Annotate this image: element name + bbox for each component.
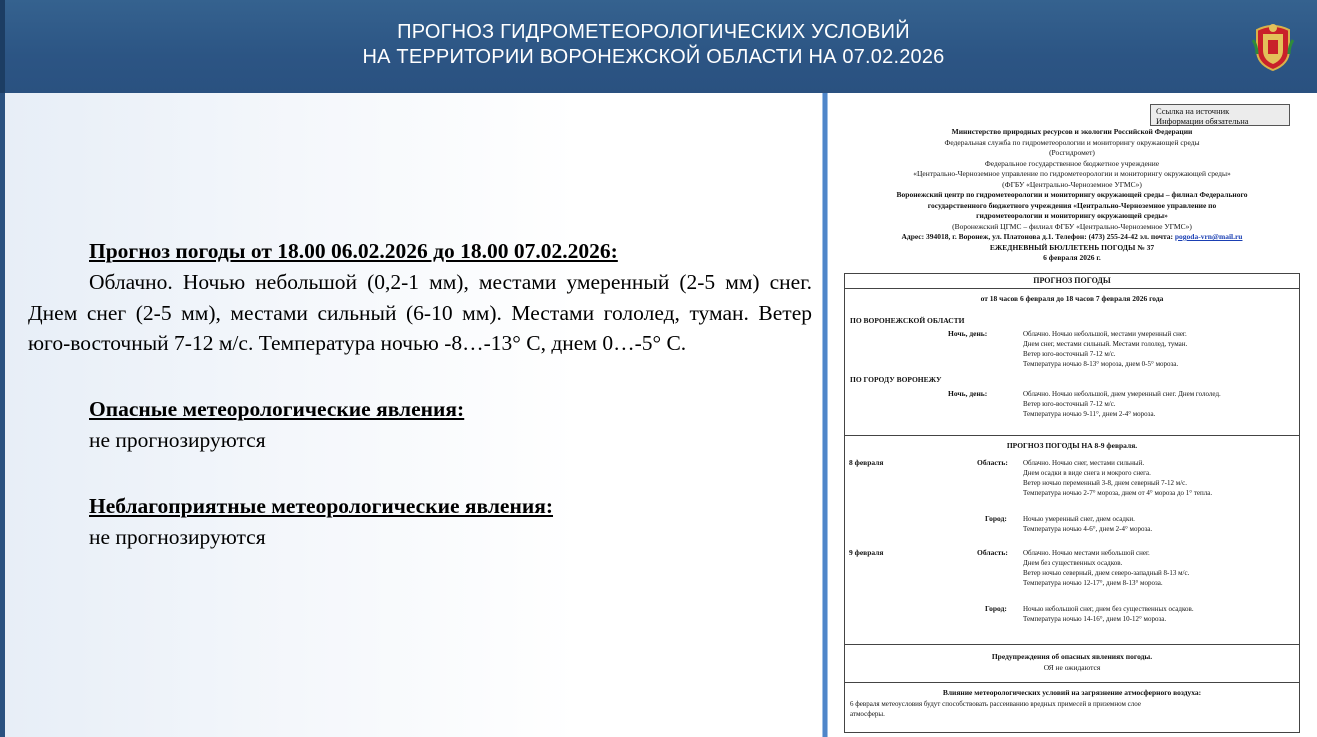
forecast-8-9-title: ПРОГНОЗ ПОГОДЫ НА 8-9 февраля. [1006,441,1138,450]
night-day-label: Ночь, день: [948,389,988,398]
city-forecast [1023,389,1221,419]
forecast-content [28,236,812,553]
feb9-label: 9 февраля [849,548,884,557]
forecast-line: Днем без существенных осадков. [1023,559,1123,567]
city-line: Облачно. Ночью небольшой, днем умеренный снег. Днем гололед. [1023,390,1221,398]
source-link-box [1150,104,1290,126]
adverse-title: Неблагоприятные метеорологические явления: [89,493,554,518]
feb8-label: 8 февраля [849,458,884,467]
org-line: Министерство природных ресурсов и экологии Российской Федерации [951,127,1193,136]
region-line: Температура ночью 8-13° мороза, днем 0-5° мороза. [1023,360,1179,368]
address-line [842,232,1302,243]
forecast-line: Ночью небольшой снег, днем без существенных осадков. [1023,605,1194,613]
org-line: Воронежский центр по гидрометеорологии и мониторингу окружающей среды – филиал Федерального [896,190,1248,199]
bulletin-number: ЕЖЕДНЕВНЫЙ БЮЛЛЕТЕНЬ ПОГОДЫ № 37 [989,242,1155,252]
city-label: ПО ГОРОДУ ВОРОНЕЖУ [850,375,942,384]
forecast-line: Температура ночью 4-6°, днем 2-4° мороза. [1023,525,1153,533]
org-line: (ФГБУ «Центрально-Черноземное УГМС») [1002,179,1142,189]
adverse-text: не прогнозируются [89,524,266,549]
org-line: «Центрально-Черноземное управление по гидрометеорологии и мониторингу окружающей среды» [913,169,1231,178]
forecast-title: Прогноз погоды от 18.00 06.02.2026 до 18.00 07.02.2026: [89,239,618,263]
forecast-box-8-9 [844,436,1300,645]
forecast-line: Облачно. Ночью снег, местами сильный. [1023,459,1145,467]
bulletin-date: 6 февраля 2026 г. [1043,253,1101,262]
org-line: Федеральное государственное бюджетное учреждение [984,158,1160,168]
forecast-line: Температура ночью 14-16°, днем 10-12° мороза. [1023,615,1167,623]
org-line: (Росгидромет) [1049,148,1095,157]
dangerous-title: Опасные метеорологические явления: [89,396,465,421]
bulletin-header [842,127,1302,264]
feb9-city-forecast [1023,604,1194,624]
night-day-label: Ночь, день: [948,329,988,338]
page-title [5,20,1317,70]
air-quality-text-1: 6 февраля метеоусловия будут способствовать рассеиванию вредных примесей в приземном слое [850,700,1141,708]
forecast-line: Облачно. Ночью местами небольшой снег. [1023,549,1150,557]
air-quality-text-2: атмосферы. [850,710,885,718]
address-text: Адрес: 394018, г. Воронеж, ул. Платонова д.1. Телефон: (473) 255-24-42 эл. почта: [901,232,1173,241]
city-line: Температура ночью 9-11°, днем 2-4° мороза. [1023,410,1156,418]
region-label: ПО ВОРОНЕЖСКОЙ ОБЛАСТИ [850,316,965,325]
forecast-box-heading: ПРОГНОЗ ПОГОДЫ [1033,276,1111,285]
dangerous-text: не прогнозируются [89,427,266,452]
org-line: (Воронежский ЦГМС – филиал ФГБУ «Центрально-Черноземное УГМС») [952,221,1192,231]
forecast-panel [0,93,822,737]
forecast-box-today [844,289,1300,436]
header-bar [0,0,1317,93]
title-line-1: ПРОГНОЗ ГИДРОМЕТЕОРОЛОГИЧЕСКИХ УСЛОВИЙ [397,21,910,43]
forecast-period: от 18 часов 6 февраля до 18 часов 7 февраля 2026 года [980,294,1164,303]
forecast-line: Ночью умеренный снег, днем осадки. [1023,515,1135,523]
bulletin-document [828,93,1317,737]
forecast-line: Температура ночью 2-7° мороза, днем от 4° мороза до 1° тепла. [1023,489,1213,497]
air-quality-box [844,683,1300,733]
org-line: гидрометеорологии и мониторингу окружающей среды» [976,211,1168,220]
warning-title: Предупреждения об опасных явлениях погоды. [991,652,1153,661]
region-line: Днем снег, местами сильный. Местами гололед, туман. [1023,340,1188,348]
org-line: Федеральная служба по гидрометеорологии и мониторингу окружающей среды [944,137,1200,147]
forecast-line: Температура ночью 12-17°, днем 8-13° мороза. [1023,579,1163,587]
title-line-2: НА ТЕРРИТОРИИ ВОРОНЕЖСКОЙ ОБЛАСТИ НА 07.02.2026 [362,46,945,68]
coat-of-arms-icon [1249,20,1297,72]
forecast-box-title [844,273,1300,289]
feb8-oblast-forecast [1023,458,1212,498]
email-link[interactable]: pogoda-vrn@mail.ru [1174,232,1243,241]
forecast-text: Облачно. Ночью небольшой (0,2-1 мм), местами умеренный (2-5 мм) снег. Днем снег (2-5 мм), местами сильный (6-10 мм). Местами гололед, туман. Ветер юго-восточный 7-12 м/с. Температура ночью -8…-13° С, днем 0…-5° С. [28,270,812,355]
warning-box [844,645,1300,683]
city-line: Ветер юго-восточный 7-12 м/с. [1023,400,1116,408]
forecast-line: Ветер ночью северный, днем северо-западный 8-13 м/с. [1023,569,1190,577]
region-line: Облачно. Ночью небольшой, местами умеренный снег. [1023,330,1187,338]
feb9-oblast-forecast [1023,548,1189,588]
oblast-label: Область: [977,458,1008,467]
warning-text: ОЯ не ожидаются [1043,663,1101,672]
oblast-label: Область: [977,548,1008,557]
forecast-line: Ветер ночью переменный 3-8, днем северный 7-12 м/с. [1023,479,1187,487]
org-line: государственного бюджетного учреждения «Центрально-Черноземное управление по [927,200,1217,210]
feb8-city-forecast [1023,514,1152,534]
forecast-line: Днем осадки в виде снега и мокрого снега. [1023,469,1151,477]
region-line: Ветер юго-восточный 7-12 м/с. [1023,350,1116,358]
city-short-label: Город: [985,604,1007,613]
link-box-line: Ссылка на источник [1156,106,1230,116]
region-forecast [1023,329,1187,369]
link-box-line: Информации обязательна [1156,116,1249,126]
city-short-label: Город: [985,514,1007,523]
air-quality-title: Влияние метеорологических условий на загрязнение атмосферного воздуха: [942,688,1202,697]
